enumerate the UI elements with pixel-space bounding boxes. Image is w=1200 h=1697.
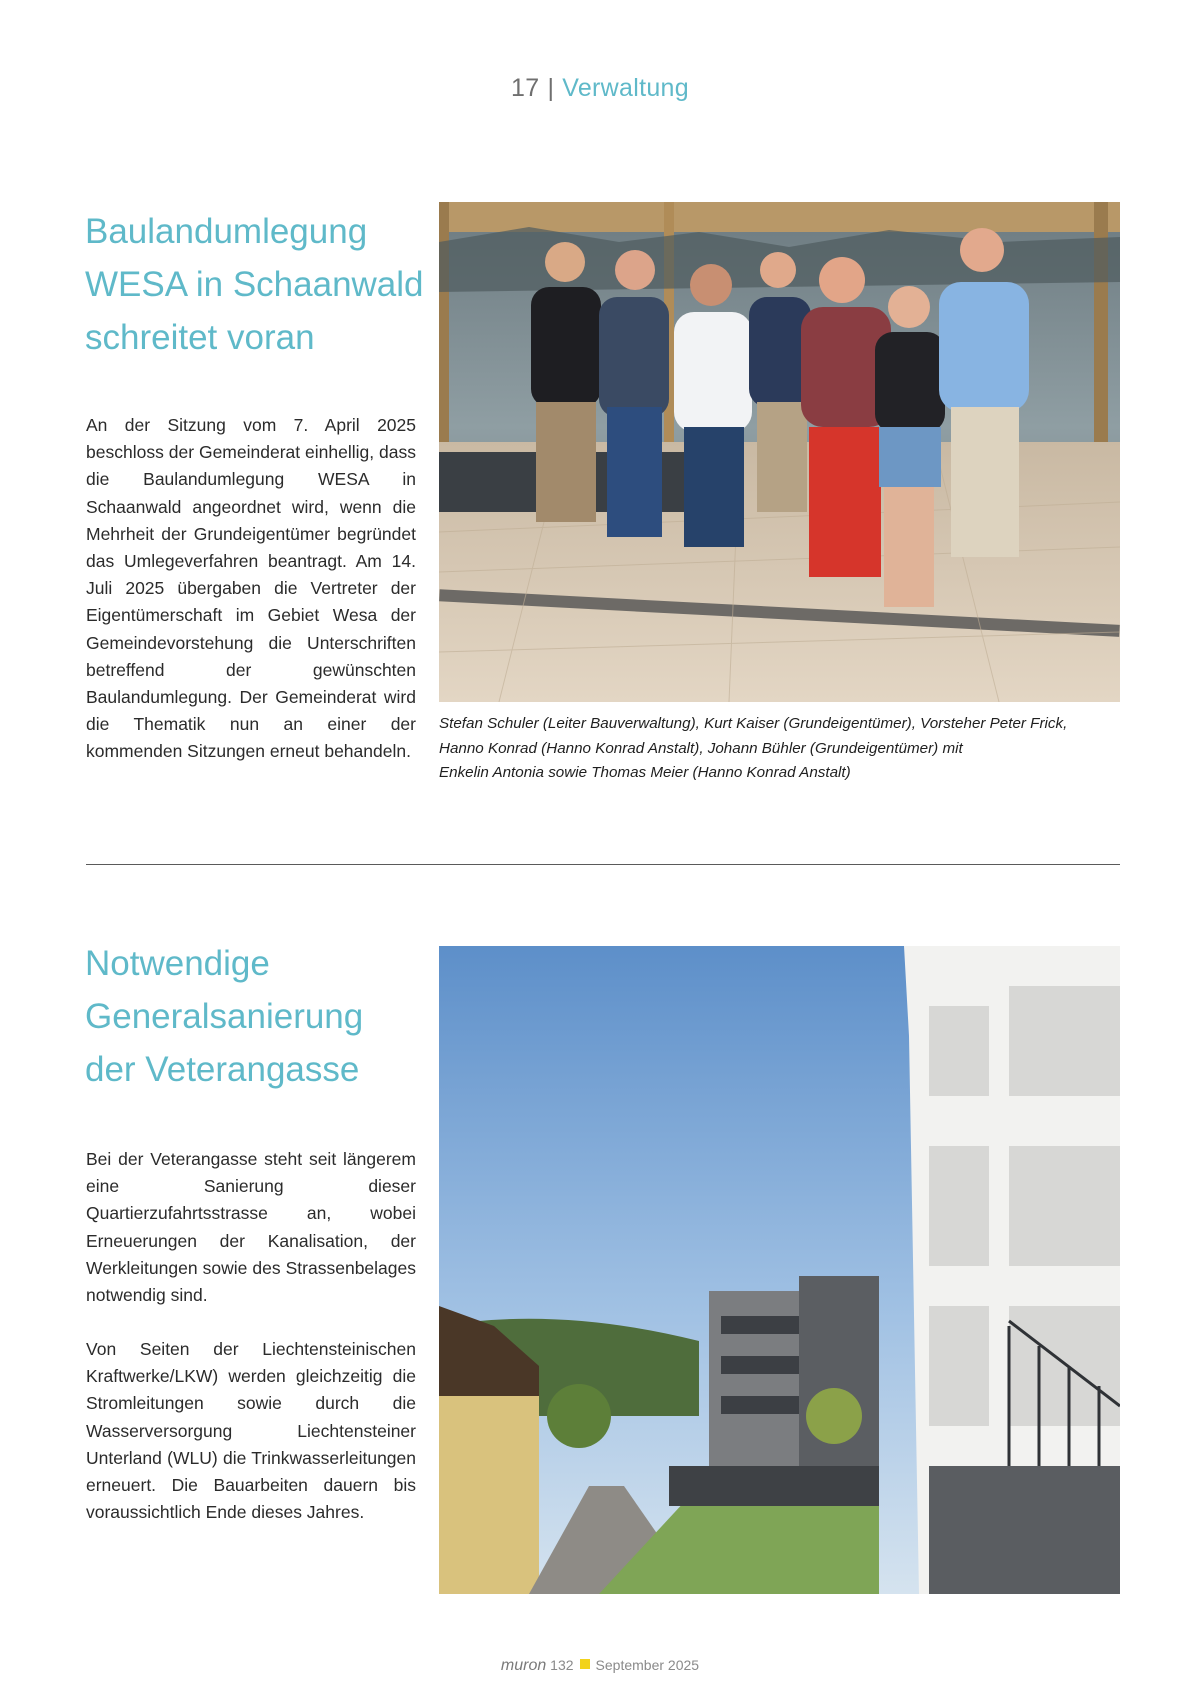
street-photo-image [439,946,1120,1594]
article1-title [85,205,425,364]
issue-number: 132 [550,1657,574,1673]
photo-caption [439,712,1129,786]
page-number: 17 [511,74,540,102]
article1-title-line: Baulandumlegung [85,212,368,251]
page-header [0,74,1200,103]
group-photo-image [439,202,1120,702]
article2-title-line: Generalsanierung [85,997,364,1036]
caption-line: Hanno Konrad (Hanno Konrad Anstalt), Johann Bühler (Grundeigentümer) mit [439,739,963,757]
article1-title-line: WESA in Schaanwald [85,265,424,304]
header-separator: | [547,74,555,102]
footer-square-icon [580,1659,590,1669]
article2-paragraph-2: Von Seiten der Liechtensteinischen Kraftwerke/LKW) werden gleichzeitig die Stromleitungen sowie durch die Wasserversorgung Liechtensteiner Unterland (WLU) die Trinkwasserleitungen erneuert. Die Bauarbeiten dauern bis voraussichtlich Ende dieses Jahres. [86,1339,416,1523]
article1-title-line: schreitet voran [85,318,315,357]
section-title: Verwaltung [562,74,689,102]
article2-title-line: der Veterangasse [85,1050,360,1089]
street-photo [439,946,1120,1594]
publication-name: muron [500,1657,547,1674]
section-divider [86,864,1120,865]
caption-line: Enkelin Antonia sowie Thomas Meier (Hanno Konrad Anstalt) [439,764,851,781]
group-photo [439,202,1120,702]
article2-title [85,937,425,1096]
article2-title-line: Notwendige [85,944,270,983]
article2-paragraph-1: Bei der Veterangasse steht seit längerem eine Sanierung dieser Quartierzufahrtsstrasse an, wobei Erneuerungen der Kanalisation, der Werkleitungen sowie des Strassenbelages notwendig sind. [86,1149,416,1306]
caption-line: Stefan Schuler (Leiter Bauverwaltung), Kurt Kaiser (Grundeigentümer), Vorsteher Peter Frick, [439,715,1068,732]
page-footer [0,1657,1200,1675]
article1-body: An der Sitzung vom 7. April 2025 beschloss der Gemeinderat einhellig, dass die Baulandumlegung WESA in Schaanwald angeordnet wird, wenn die Mehrheit der Grundeigentümer begründet das Umlegeverfahren beantragt. Am 14. Juli 2025 übergaben die Vertreter der Eigentümerschaft im Gebiet Wesa der Gemeindevorstehung die Unterschriften betreffend der gewünschten Baulandumlegung. Der Gemeinderat wird die Thematik nun an einer der kommenden Sitzungen erneut behandeln. [86,415,416,762]
issue-date: September 2025 [595,1657,700,1673]
